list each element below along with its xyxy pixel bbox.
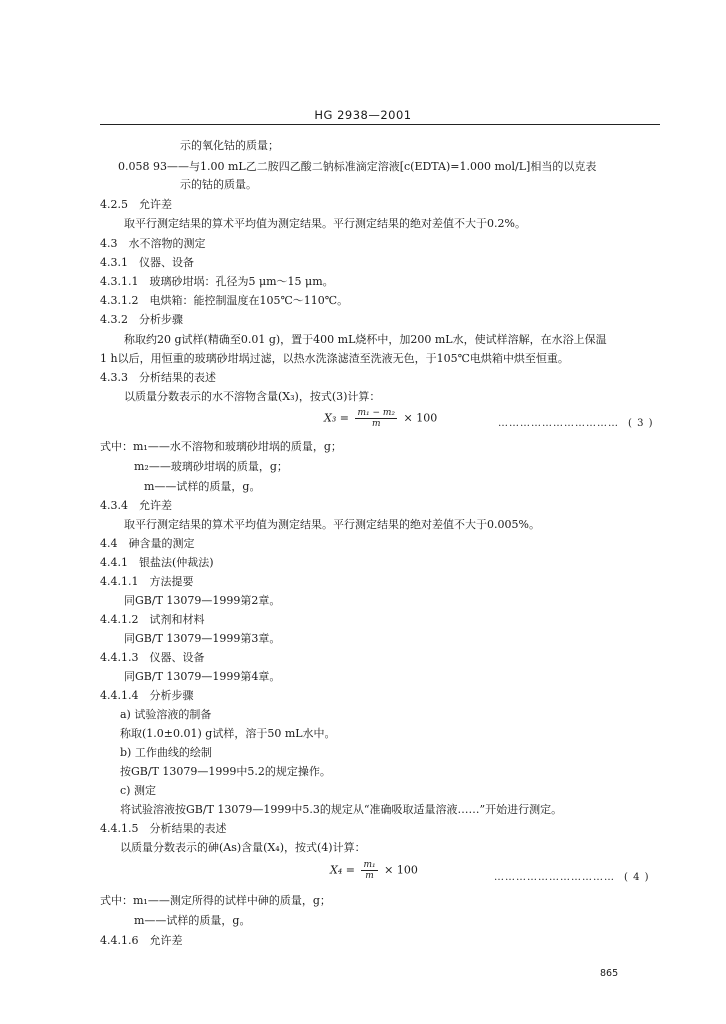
- text-line: 0.058 93——与1.00 mL乙二胺四乙酸二钠标准滴定溶液[c(EDTA)=1.000 mol/L]相当的以克表: [118, 160, 597, 173]
- text-line: 4.3.1.2 电烘箱：能控制温度在105℃～110℃。: [100, 294, 349, 307]
- text-line: m——试样的质量，g。: [144, 480, 261, 493]
- section-heading: 4.4.1.1 方法提要: [100, 575, 194, 588]
- text-line: 取平行测定结果的算术平均值为测定结果。平行测定结果的绝对差值不大于0.2%。: [124, 217, 526, 230]
- formula-4-fraction: [361, 860, 377, 881]
- header-rule: [100, 124, 660, 125]
- text-line: 同GB/T 13079—1999第4章。: [124, 670, 281, 683]
- section-heading: 4.3.3 分析结果的表述: [100, 371, 216, 384]
- text-line: b) 工作曲线的绘制: [120, 746, 212, 759]
- formula-4-rhs: × 100: [384, 863, 418, 877]
- section-heading: 4.4.1.4 分析步骤: [100, 689, 194, 702]
- text-line: c) 测定: [120, 784, 156, 797]
- formula-3: [324, 408, 437, 429]
- formula-3-denominator: m: [371, 419, 381, 429]
- text-line: 取平行测定结果的算术平均值为测定结果。平行测定结果的绝对差值不大于0.005%。: [124, 518, 540, 531]
- section-heading: 4.4.1.6 允许差: [100, 934, 183, 947]
- text-line: 示的氧化钴的质量；: [180, 139, 279, 152]
- formula-3-rhs: × 100: [403, 411, 438, 425]
- text-line: 称取(1.0±0.01) g试样，溶于50 mL水中。: [120, 727, 336, 740]
- formula-4-lhs: X₄ =: [330, 863, 355, 877]
- formula-4-leader: ……………………………: [494, 872, 615, 883]
- formula-3-numerator: m₁ − m₂: [357, 408, 396, 418]
- text-line: m——试样的质量，g。: [134, 914, 251, 927]
- text-line: 以质量分数表示的砷(As)含量(X₄)，按式(4)计算：: [120, 841, 366, 854]
- formula-3-fraction: [355, 408, 397, 429]
- text-line: 以质量分数表示的水不溶物含量(X₃)，按式(3)计算：: [124, 390, 381, 403]
- text-line: 4.3.1.1 玻璃砂坩埚：孔径为5 μm～15 μm。: [100, 275, 334, 288]
- section-heading: 4.2.5 允许差: [100, 198, 172, 211]
- text-line: m₂——玻璃砂坩埚的质量，g；: [134, 460, 288, 473]
- page-number: 865: [600, 968, 619, 979]
- formula-4-denominator: m: [365, 871, 374, 881]
- text-line: 按GB/T 13079—1999中5.2的规定操作。: [120, 765, 331, 778]
- text-line: 式中：m₁——测定所得的试样中砷的质量，g；: [100, 894, 331, 907]
- text-line: 称取约20 g试样(精确至0.01 g)，置于400 mL烧杯中，加200 mL水，使试样溶解，在水浴上保温: [124, 333, 607, 346]
- text-line: 1 h以后，用恒重的玻璃砂坩埚过滤，以热水洗涤滤渣至洗液无色，于105℃电烘箱中烘至恒重。: [100, 352, 569, 365]
- text-line: a) 试验溶液的制备: [120, 708, 212, 721]
- text-line: 示的钴的质量。: [180, 178, 257, 191]
- header-standard-code: HG 2938—2001: [314, 108, 412, 122]
- formula-4-number: ( 4 ): [624, 872, 650, 883]
- section-heading: 4.4.1.2 试剂和材料: [100, 613, 205, 626]
- formula-4-numerator: m₁: [363, 860, 376, 870]
- formula-3-leader: ……………………………: [498, 418, 619, 429]
- text-line: 同GB/T 13079—1999第3章。: [124, 632, 281, 645]
- section-heading: 4.4.1 银盐法(仲裁法): [100, 556, 214, 569]
- section-heading: 4.4.1.3 仪器、设备: [100, 651, 205, 664]
- formula-4: [330, 860, 418, 881]
- section-heading: 4.4 砷含量的测定: [100, 537, 195, 550]
- section-heading: 4.4.1.5 分析结果的表述: [100, 822, 227, 835]
- section-heading: 4.3.1 仪器、设备: [100, 256, 194, 269]
- text-line: 同GB/T 13079—1999第2章。: [124, 594, 281, 607]
- text-line: 将试验溶液按GB/T 13079—1999中5.3的规定从“准确吸取适量溶液……”开始进行测定。: [120, 803, 563, 816]
- formula-3-lhs: X₃ =: [324, 411, 349, 425]
- section-heading: 4.3.2 分析步骤: [100, 313, 183, 326]
- section-heading: 4.3.4 允许差: [100, 499, 172, 512]
- text-line: 式中：m₁——水不溶物和玻璃砂坩埚的质量，g；: [100, 440, 342, 453]
- section-heading: 4.3 水不溶物的测定: [100, 237, 206, 250]
- formula-3-number: ( 3 ): [628, 418, 654, 429]
